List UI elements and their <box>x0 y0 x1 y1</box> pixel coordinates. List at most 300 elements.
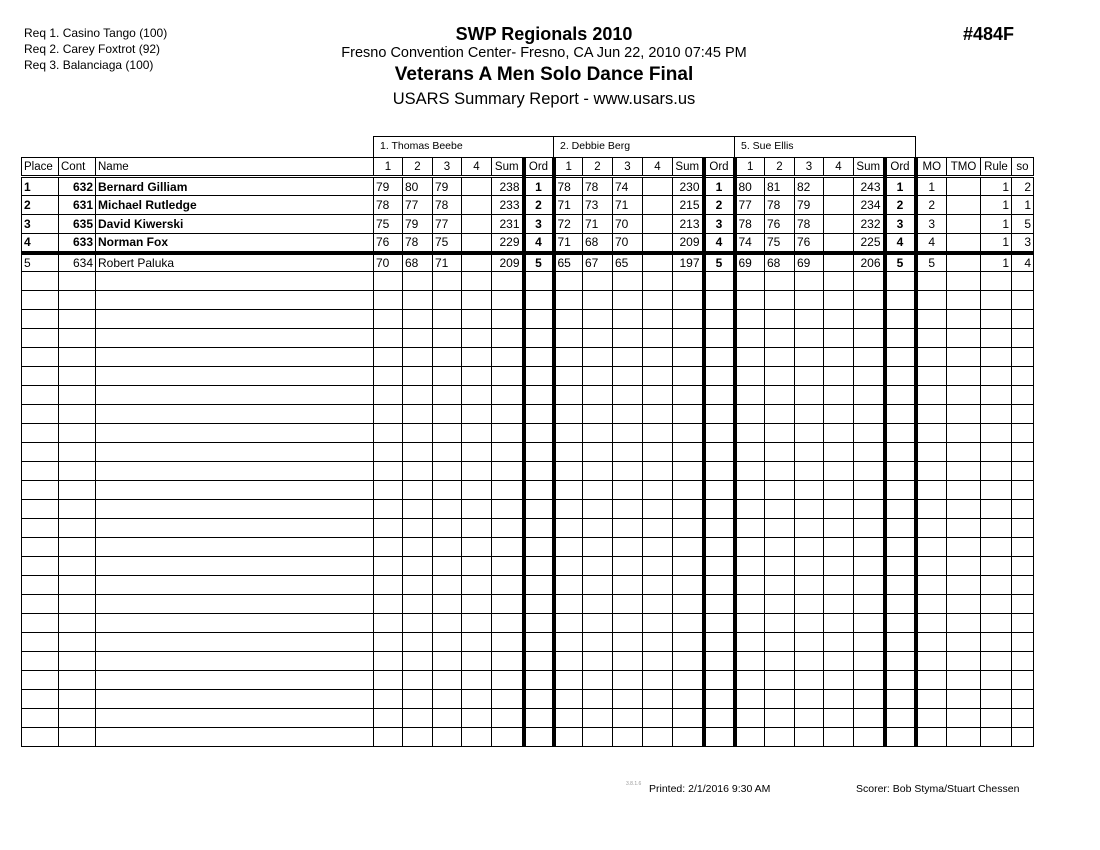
col-j1-3: 3 <box>433 158 462 177</box>
mo-cell: 5 <box>916 253 947 272</box>
requirement-3: Req 3. Balanciaga (100) <box>24 58 154 72</box>
empty-cell <box>59 462 96 481</box>
empty-cell <box>433 386 462 405</box>
empty-cell <box>1012 310 1034 329</box>
empty-cell <box>916 595 947 614</box>
empty-cell <box>462 633 492 652</box>
empty-cell <box>673 424 704 443</box>
empty-cell <box>22 272 59 291</box>
empty-cell <box>462 291 492 310</box>
empty-cell <box>673 272 704 291</box>
empty-cell <box>492 633 524 652</box>
empty-row <box>22 633 1034 652</box>
score-cell <box>824 177 854 196</box>
empty-row <box>22 652 1034 671</box>
empty-cell <box>916 462 947 481</box>
empty-cell <box>885 329 916 348</box>
empty-cell <box>885 462 916 481</box>
score-cell: 82 <box>795 177 824 196</box>
score-cell: 79 <box>795 196 824 215</box>
empty-cell <box>643 386 673 405</box>
empty-cell <box>554 538 583 557</box>
tmo-cell <box>947 215 981 234</box>
empty-row <box>22 690 1034 709</box>
empty-cell <box>885 614 916 633</box>
empty-cell <box>374 272 403 291</box>
empty-cell <box>824 690 854 709</box>
empty-cell <box>96 671 374 690</box>
cont-cell: 634 <box>59 253 96 272</box>
empty-cell <box>613 481 643 500</box>
empty-cell <box>433 329 462 348</box>
report-title: USARS Summary Report - www.usars.us <box>392 90 696 108</box>
empty-cell <box>824 671 854 690</box>
empty-cell <box>981 652 1012 671</box>
empty-cell <box>735 291 765 310</box>
empty-cell <box>885 538 916 557</box>
empty-cell <box>735 310 765 329</box>
empty-cell <box>96 272 374 291</box>
empty-row <box>22 614 1034 633</box>
empty-cell <box>374 500 403 519</box>
empty-cell <box>403 500 433 519</box>
empty-cell <box>765 386 795 405</box>
empty-cell <box>981 557 1012 576</box>
empty-cell <box>765 709 795 728</box>
empty-cell <box>824 595 854 614</box>
empty-cell <box>524 481 554 500</box>
result-row <box>22 253 1034 272</box>
empty-cell <box>96 652 374 671</box>
empty-cell <box>492 481 524 500</box>
tmo-cell <box>947 234 981 253</box>
empty-cell <box>1012 462 1034 481</box>
empty-cell <box>1012 348 1034 367</box>
empty-cell <box>433 462 462 481</box>
empty-cell <box>374 443 403 462</box>
score-cell: 65 <box>554 253 583 272</box>
empty-cell <box>643 614 673 633</box>
empty-cell <box>524 557 554 576</box>
event-title: Veterans A Men Solo Dance Final <box>394 64 694 85</box>
empty-row <box>22 443 1034 462</box>
empty-cell <box>433 576 462 595</box>
empty-cell <box>374 310 403 329</box>
empty-cell <box>492 386 524 405</box>
score-cell <box>643 253 673 272</box>
empty-cell <box>947 443 981 462</box>
so-cell: 1 <box>1012 196 1034 215</box>
empty-row <box>22 329 1034 348</box>
empty-cell <box>824 386 854 405</box>
cont-cell: 635 <box>59 215 96 234</box>
empty-cell <box>704 576 735 595</box>
empty-cell <box>916 424 947 443</box>
empty-cell <box>885 272 916 291</box>
empty-cell <box>643 367 673 386</box>
empty-cell <box>22 386 59 405</box>
empty-cell <box>795 310 824 329</box>
empty-cell <box>735 367 765 386</box>
empty-cell <box>554 443 583 462</box>
empty-cell <box>735 538 765 557</box>
empty-cell <box>554 557 583 576</box>
empty-cell <box>433 310 462 329</box>
empty-cell <box>704 500 735 519</box>
empty-cell <box>613 709 643 728</box>
empty-cell <box>462 272 492 291</box>
empty-cell <box>765 576 795 595</box>
empty-cell <box>643 443 673 462</box>
empty-cell <box>524 633 554 652</box>
empty-cell <box>554 690 583 709</box>
empty-cell <box>765 481 795 500</box>
empty-cell <box>643 633 673 652</box>
empty-cell <box>22 291 59 310</box>
empty-cell <box>22 576 59 595</box>
empty-cell <box>554 329 583 348</box>
empty-cell <box>96 310 374 329</box>
empty-cell <box>403 519 433 538</box>
empty-cell <box>824 329 854 348</box>
col-so: so <box>1012 158 1034 177</box>
empty-cell <box>735 614 765 633</box>
empty-cell <box>462 386 492 405</box>
empty-cell <box>433 367 462 386</box>
empty-cell <box>492 462 524 481</box>
empty-cell <box>765 595 795 614</box>
empty-cell <box>22 671 59 690</box>
empty-cell <box>916 519 947 538</box>
empty-cell <box>916 481 947 500</box>
empty-cell <box>613 310 643 329</box>
competition-title: SWP Regionals 2010 <box>455 24 633 44</box>
name-cell: David Kiwerski <box>96 215 374 234</box>
empty-cell <box>96 443 374 462</box>
empty-cell <box>374 481 403 500</box>
empty-cell <box>22 424 59 443</box>
score-cell: 81 <box>765 177 795 196</box>
empty-cell <box>374 633 403 652</box>
empty-cell <box>524 462 554 481</box>
empty-cell <box>916 576 947 595</box>
empty-cell <box>885 671 916 690</box>
empty-cell <box>583 652 613 671</box>
empty-cell <box>583 728 613 747</box>
empty-cell <box>462 348 492 367</box>
empty-cell <box>462 557 492 576</box>
empty-cell <box>1012 481 1034 500</box>
empty-cell <box>643 462 673 481</box>
empty-cell <box>916 500 947 519</box>
score-cell: 70 <box>613 234 643 253</box>
empty-cell <box>403 462 433 481</box>
cont-cell: 633 <box>59 234 96 253</box>
rule-cell: 1 <box>981 253 1012 272</box>
sum-cell: 206 <box>854 253 885 272</box>
empty-cell <box>374 728 403 747</box>
empty-cell <box>735 557 765 576</box>
empty-cell <box>673 348 704 367</box>
empty-cell <box>613 576 643 595</box>
empty-cell <box>1012 690 1034 709</box>
empty-cell <box>1012 386 1034 405</box>
empty-cell <box>795 329 824 348</box>
empty-cell <box>795 386 824 405</box>
empty-cell <box>554 291 583 310</box>
empty-cell <box>462 595 492 614</box>
col-j2-4: 4 <box>643 158 673 177</box>
empty-cell <box>96 424 374 443</box>
empty-cell <box>824 557 854 576</box>
empty-cell <box>96 519 374 538</box>
empty-cell <box>916 367 947 386</box>
empty-cell <box>673 633 704 652</box>
empty-cell <box>462 310 492 329</box>
empty-cell <box>613 291 643 310</box>
empty-cell <box>735 272 765 291</box>
empty-cell <box>374 462 403 481</box>
empty-cell <box>704 291 735 310</box>
empty-cell <box>403 329 433 348</box>
empty-cell <box>643 576 673 595</box>
ordinal-cell: 3 <box>524 215 554 234</box>
empty-cell <box>916 348 947 367</box>
score-cell <box>824 196 854 215</box>
score-cell: 71 <box>554 196 583 215</box>
empty-cell <box>947 595 981 614</box>
empty-cell <box>1012 652 1034 671</box>
empty-cell <box>704 462 735 481</box>
empty-row <box>22 272 1034 291</box>
empty-cell <box>947 671 981 690</box>
empty-cell <box>735 424 765 443</box>
empty-cell <box>613 671 643 690</box>
empty-cell <box>433 291 462 310</box>
empty-cell <box>1012 519 1034 538</box>
empty-row <box>22 462 1034 481</box>
place-cell: 5 <box>22 253 59 272</box>
empty-cell <box>735 576 765 595</box>
empty-cell <box>433 519 462 538</box>
empty-cell <box>885 519 916 538</box>
empty-row <box>22 519 1034 538</box>
empty-cell <box>885 595 916 614</box>
ordinal-cell: 1 <box>885 177 916 196</box>
score-cell: 77 <box>735 196 765 215</box>
empty-cell <box>673 500 704 519</box>
results-table <box>21 157 1034 747</box>
empty-cell <box>374 405 403 424</box>
empty-cell <box>492 329 524 348</box>
empty-cell <box>704 538 735 557</box>
empty-cell <box>854 633 885 652</box>
empty-cell <box>916 690 947 709</box>
score-cell: 78 <box>374 196 403 215</box>
empty-cell <box>981 500 1012 519</box>
place-cell: 3 <box>22 215 59 234</box>
empty-cell <box>673 671 704 690</box>
empty-cell <box>374 424 403 443</box>
empty-cell <box>947 709 981 728</box>
empty-cell <box>947 310 981 329</box>
empty-cell <box>916 633 947 652</box>
results-body <box>22 177 1034 747</box>
empty-cell <box>22 538 59 557</box>
score-cell: 79 <box>403 215 433 234</box>
empty-cell <box>524 348 554 367</box>
empty-cell <box>433 538 462 557</box>
empty-cell <box>673 481 704 500</box>
col-tmo: TMO <box>947 158 981 177</box>
empty-cell <box>704 481 735 500</box>
name-cell: Robert Paluka <box>96 253 374 272</box>
empty-cell <box>524 367 554 386</box>
empty-cell <box>916 329 947 348</box>
empty-cell <box>854 329 885 348</box>
empty-cell <box>673 557 704 576</box>
empty-cell <box>96 500 374 519</box>
empty-cell <box>433 481 462 500</box>
cont-cell: 632 <box>59 177 96 196</box>
tmo-cell <box>947 177 981 196</box>
empty-cell <box>613 443 643 462</box>
scorer-names: Scorer: Bob Styma/Stuart Chessen <box>856 783 1020 795</box>
name-cell: Norman Fox <box>96 234 374 253</box>
empty-cell <box>824 348 854 367</box>
empty-cell <box>403 557 433 576</box>
empty-cell <box>524 595 554 614</box>
empty-cell <box>824 481 854 500</box>
empty-cell <box>59 519 96 538</box>
empty-row <box>22 386 1034 405</box>
empty-cell <box>735 671 765 690</box>
empty-cell <box>735 595 765 614</box>
empty-cell <box>22 367 59 386</box>
score-cell: 77 <box>403 196 433 215</box>
empty-cell <box>613 728 643 747</box>
empty-cell <box>795 500 824 519</box>
empty-cell <box>981 614 1012 633</box>
empty-cell <box>59 595 96 614</box>
empty-cell <box>885 348 916 367</box>
empty-cell <box>403 405 433 424</box>
empty-cell <box>462 424 492 443</box>
empty-cell <box>22 519 59 538</box>
empty-cell <box>583 709 613 728</box>
empty-cell <box>583 291 613 310</box>
empty-cell <box>524 272 554 291</box>
empty-cell <box>59 500 96 519</box>
empty-cell <box>96 329 374 348</box>
empty-row <box>22 348 1034 367</box>
empty-cell <box>554 709 583 728</box>
empty-cell <box>981 633 1012 652</box>
empty-cell <box>22 310 59 329</box>
empty-cell <box>403 481 433 500</box>
score-cell: 76 <box>765 215 795 234</box>
empty-cell <box>403 538 433 557</box>
empty-cell <box>462 500 492 519</box>
empty-cell <box>981 538 1012 557</box>
sum-cell: 213 <box>673 215 704 234</box>
empty-cell <box>583 348 613 367</box>
empty-row <box>22 367 1034 386</box>
col-j1-sum: Sum <box>492 158 524 177</box>
empty-cell <box>554 500 583 519</box>
empty-cell <box>403 291 433 310</box>
score-cell: 78 <box>765 196 795 215</box>
empty-cell <box>704 310 735 329</box>
score-cell: 70 <box>374 253 403 272</box>
empty-cell <box>765 538 795 557</box>
empty-cell <box>981 272 1012 291</box>
empty-cell <box>854 538 885 557</box>
printed-timestamp: Printed: 2/1/2016 9:30 AM <box>649 783 771 795</box>
empty-cell <box>462 538 492 557</box>
sum-cell: 233 <box>492 196 524 215</box>
empty-cell <box>1012 500 1034 519</box>
empty-cell <box>643 405 673 424</box>
empty-cell <box>22 329 59 348</box>
empty-cell <box>524 424 554 443</box>
empty-cell <box>673 405 704 424</box>
empty-cell <box>824 614 854 633</box>
empty-cell <box>374 614 403 633</box>
empty-cell <box>554 595 583 614</box>
empty-cell <box>433 690 462 709</box>
empty-cell <box>492 595 524 614</box>
sum-cell: 215 <box>673 196 704 215</box>
empty-cell <box>854 405 885 424</box>
empty-cell <box>854 709 885 728</box>
col-j2-3: 3 <box>613 158 643 177</box>
empty-cell <box>704 709 735 728</box>
empty-cell <box>554 386 583 405</box>
empty-cell <box>854 671 885 690</box>
empty-cell <box>673 443 704 462</box>
score-cell: 78 <box>583 177 613 196</box>
empty-cell <box>554 519 583 538</box>
empty-cell <box>583 329 613 348</box>
empty-cell <box>947 519 981 538</box>
empty-cell <box>524 291 554 310</box>
empty-cell <box>1012 367 1034 386</box>
empty-cell <box>673 576 704 595</box>
empty-cell <box>981 329 1012 348</box>
empty-cell <box>765 291 795 310</box>
empty-cell <box>885 709 916 728</box>
empty-cell <box>583 443 613 462</box>
empty-cell <box>947 291 981 310</box>
empty-cell <box>613 405 643 424</box>
empty-cell <box>403 367 433 386</box>
empty-cell <box>854 462 885 481</box>
empty-cell <box>59 310 96 329</box>
score-cell: 69 <box>795 253 824 272</box>
empty-cell <box>795 462 824 481</box>
empty-cell <box>613 690 643 709</box>
empty-cell <box>59 329 96 348</box>
empty-row <box>22 481 1034 500</box>
score-cell <box>462 196 492 215</box>
empty-cell <box>462 405 492 424</box>
empty-cell <box>824 367 854 386</box>
empty-cell <box>492 405 524 424</box>
empty-cell <box>22 462 59 481</box>
empty-cell <box>59 405 96 424</box>
score-cell: 74 <box>613 177 643 196</box>
